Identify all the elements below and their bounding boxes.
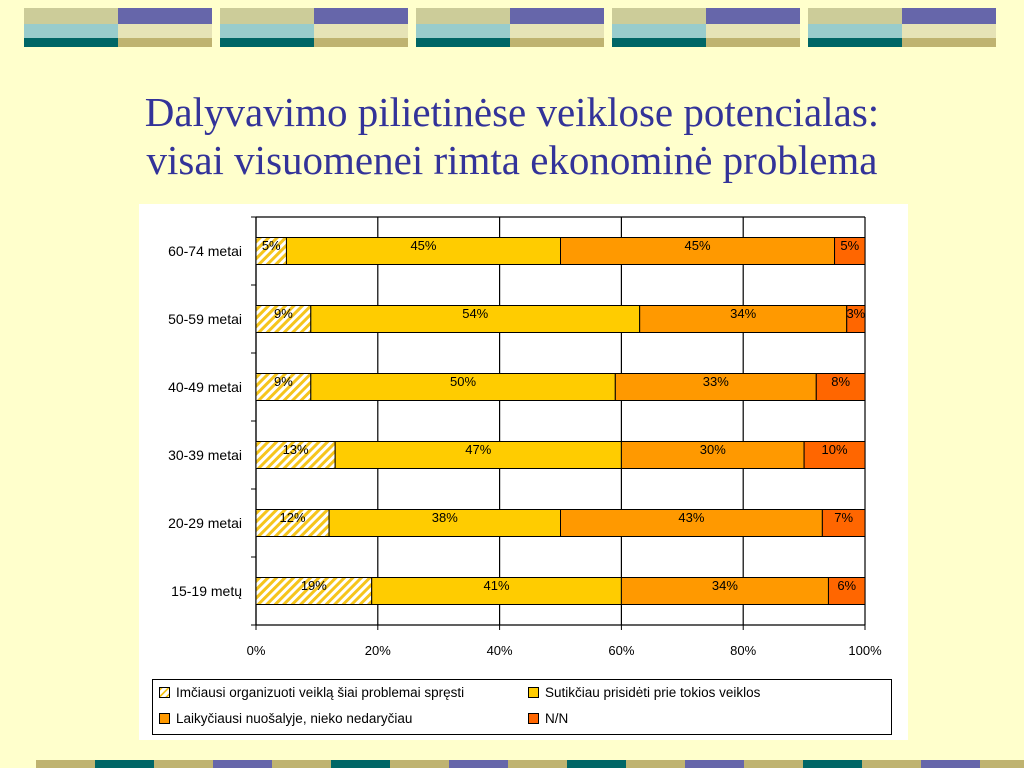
deco-piece bbox=[510, 8, 604, 24]
data-label: 3% bbox=[846, 306, 866, 321]
deco-piece bbox=[510, 38, 604, 47]
legend-item-contribute bbox=[528, 685, 760, 700]
legend-item-organize bbox=[159, 685, 464, 700]
deco-piece bbox=[567, 760, 626, 768]
data-label: 41% bbox=[483, 578, 510, 593]
deco-block bbox=[220, 8, 408, 47]
deco-piece bbox=[220, 38, 314, 47]
slide-title-line-1: Dalyvavimo pilietinėse veiklose potencialas: bbox=[144, 89, 880, 135]
deco-block bbox=[416, 8, 604, 47]
deco-piece bbox=[808, 24, 902, 38]
data-label: 34% bbox=[730, 306, 757, 321]
data-label: 9% bbox=[274, 374, 293, 389]
deco-piece bbox=[612, 38, 706, 47]
data-label: 7% bbox=[834, 510, 854, 525]
deco-piece bbox=[154, 760, 213, 768]
legend-label-contribute: Sutikčiau prisidėti prie tokios veiklos bbox=[545, 685, 761, 700]
deco-piece bbox=[706, 38, 800, 47]
deco-piece bbox=[314, 24, 408, 38]
data-label: 10% bbox=[821, 442, 848, 457]
deco-block bbox=[612, 8, 800, 47]
bottom-decoration bbox=[0, 750, 1024, 768]
deco-piece bbox=[314, 38, 408, 47]
data-label: 30% bbox=[699, 442, 726, 457]
deco-piece bbox=[612, 8, 706, 24]
legend-swatch-organize bbox=[159, 687, 170, 698]
legend-label-organize: Imčiausi organizuoti veiklą šiai problemai spręsti bbox=[176, 685, 465, 700]
data-label: 6% bbox=[837, 578, 857, 593]
deco-piece bbox=[36, 760, 95, 768]
legend-label-aside: Laikyčiausi nuošalyje, nieko nedaryčiau bbox=[176, 711, 413, 726]
deco-piece bbox=[272, 760, 331, 768]
chart-panel bbox=[139, 204, 908, 740]
data-label: 9% bbox=[274, 306, 293, 321]
stacked-bar-chart bbox=[139, 204, 908, 740]
deco-piece bbox=[220, 24, 314, 38]
deco-piece bbox=[706, 24, 800, 38]
data-label: 12% bbox=[279, 510, 306, 525]
x-tick-label: 100% bbox=[848, 643, 882, 658]
slide-title bbox=[0, 88, 1024, 184]
legend-swatch-aside bbox=[159, 713, 170, 724]
data-label: 19% bbox=[300, 578, 327, 593]
deco-piece bbox=[118, 38, 212, 47]
data-label: 45% bbox=[410, 238, 437, 253]
deco-piece bbox=[808, 8, 902, 24]
category-label: 40-49 metai bbox=[168, 379, 242, 395]
deco-piece bbox=[980, 760, 1024, 768]
legend-swatch-contribute bbox=[528, 687, 539, 698]
deco-piece bbox=[416, 8, 510, 24]
deco-piece bbox=[390, 760, 449, 768]
deco-piece bbox=[808, 38, 902, 47]
deco-piece bbox=[921, 760, 980, 768]
x-tick-label: 60% bbox=[608, 643, 635, 658]
deco-piece bbox=[213, 760, 272, 768]
legend-item-nn bbox=[528, 711, 568, 726]
deco-piece bbox=[24, 38, 118, 47]
deco-piece bbox=[416, 38, 510, 47]
category-label: 15-19 metų bbox=[171, 583, 242, 599]
data-label: 13% bbox=[282, 442, 309, 457]
data-label: 43% bbox=[678, 510, 705, 525]
deco-piece bbox=[416, 24, 510, 38]
data-label: 33% bbox=[702, 374, 729, 389]
data-label: 54% bbox=[462, 306, 489, 321]
legend-swatch-nn bbox=[528, 713, 539, 724]
deco-piece bbox=[331, 760, 390, 768]
data-label: 38% bbox=[431, 510, 458, 525]
gridlines bbox=[256, 217, 865, 625]
category-label: 60-74 metai bbox=[168, 243, 242, 259]
data-label: 45% bbox=[684, 238, 711, 253]
deco-piece bbox=[118, 8, 212, 24]
data-label: 47% bbox=[465, 442, 492, 457]
deco-piece bbox=[24, 24, 118, 38]
deco-piece bbox=[508, 760, 567, 768]
deco-piece bbox=[744, 760, 803, 768]
x-tick-label: 0% bbox=[246, 643, 266, 658]
x-tick-label: 80% bbox=[730, 643, 757, 658]
chart-legend bbox=[152, 679, 892, 735]
deco-block bbox=[808, 8, 996, 47]
data-label: 5% bbox=[261, 238, 281, 253]
top-decoration bbox=[0, 0, 1024, 50]
category-label: 50-59 metai bbox=[168, 311, 242, 327]
x-tick-label: 20% bbox=[364, 643, 391, 658]
category-label: 30-39 metai bbox=[168, 447, 242, 463]
deco-piece bbox=[314, 8, 408, 24]
deco-piece bbox=[626, 760, 685, 768]
legend-label-nn: N/N bbox=[545, 711, 569, 726]
deco-piece bbox=[706, 8, 800, 24]
deco-piece bbox=[612, 24, 706, 38]
deco-piece bbox=[803, 760, 862, 768]
deco-piece bbox=[902, 24, 996, 38]
deco-piece bbox=[449, 760, 508, 768]
deco-piece bbox=[24, 8, 118, 24]
data-label: 34% bbox=[711, 578, 738, 593]
deco-piece bbox=[118, 24, 212, 38]
deco-piece bbox=[685, 760, 744, 768]
slide-title-line-2: visai visuomenei rimta ekonominė problema bbox=[146, 137, 878, 183]
data-label: 8% bbox=[831, 374, 851, 389]
deco-piece bbox=[902, 38, 996, 47]
data-label: 50% bbox=[450, 374, 477, 389]
deco-piece bbox=[220, 8, 314, 24]
category-label: 20-29 metai bbox=[168, 515, 242, 531]
x-tick-label: 40% bbox=[486, 643, 513, 658]
deco-piece bbox=[862, 760, 921, 768]
data-label: 5% bbox=[840, 238, 860, 253]
legend-item-aside bbox=[159, 711, 412, 726]
deco-block bbox=[24, 8, 212, 47]
deco-piece bbox=[95, 760, 154, 768]
deco-piece bbox=[510, 24, 604, 38]
deco-piece bbox=[902, 8, 996, 24]
